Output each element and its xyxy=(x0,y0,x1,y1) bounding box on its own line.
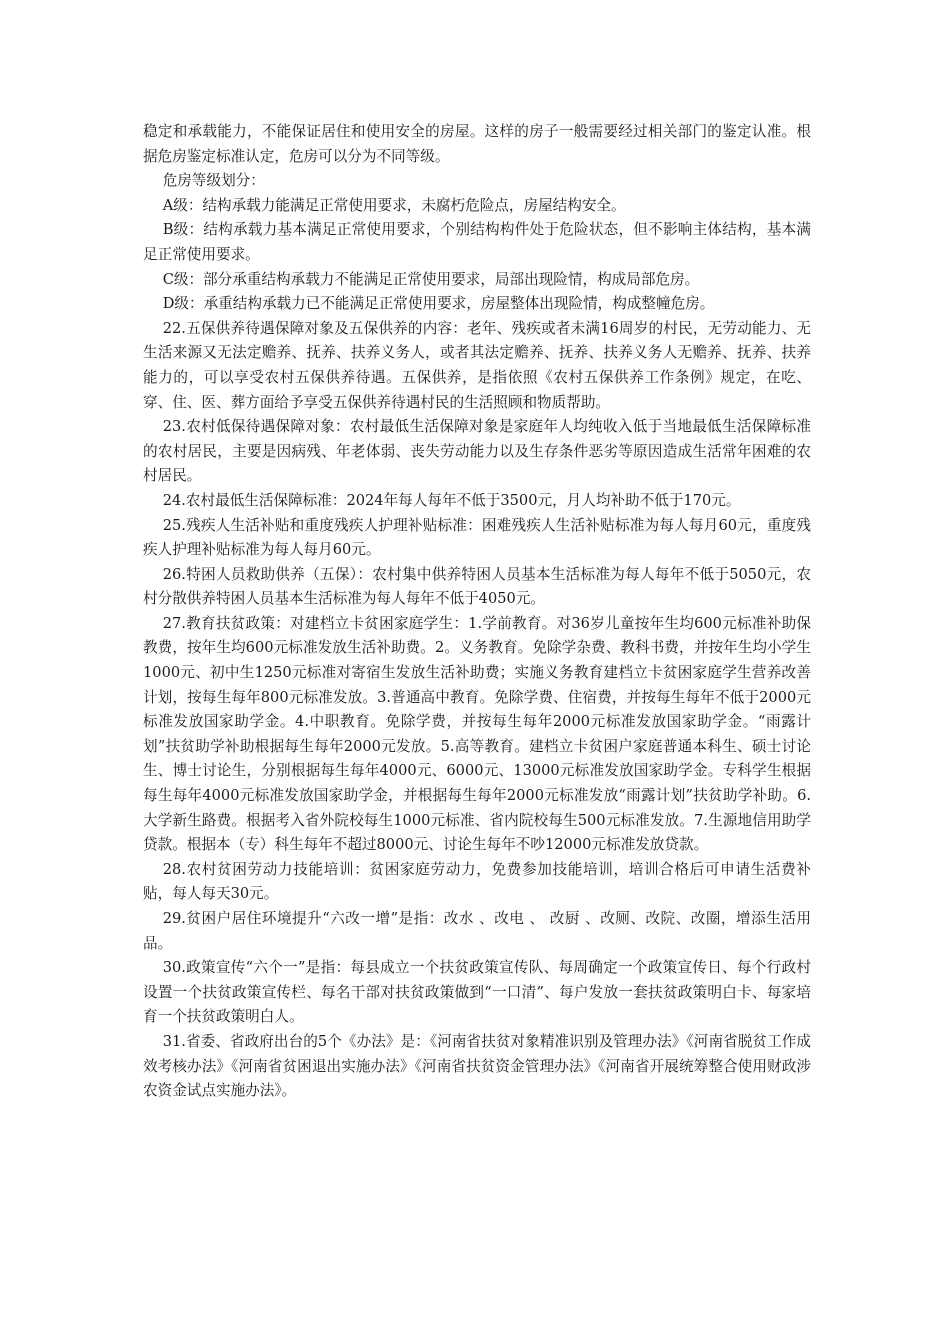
paragraph-item-29: 29.贫困户居住环境提升“六改一增”是指：改水 、改电 、 改厨 、改厕、改院、改圈，增添生活用品。 xyxy=(143,910,811,952)
paragraph-item-25: 25.残疾人生活补贴和重度残疾人护理补贴标准：困难残疾人生活补贴标准为每人每月60元，重度残疾人护理补贴标准为每人每月60元。 xyxy=(143,516,811,559)
paragraph-item-31: 31.省委、省政府出台的5个《办法》是：《河南省扶贫对象精准识别及管理办法》《河南省脱贫工作成效考核办法》《河南省贫困退出实施办法》《河南省扶贫资金管理办法》《河南省开展统筹整合使用财政涉农资金试点实施办法》。 xyxy=(143,1032,811,1100)
paragraph-continuation: 稳定和承载能力，不能保证居住和使用安全的房屋。这样的房子一般需要经过相关部门的鉴定认准。根据危房鉴定标准认定，危房可以分为不同等级。 xyxy=(143,123,811,165)
paragraph-grade-a: A级：结构承载力能满足正常使用要求，未腐朽危险点，房屋结构安全。 xyxy=(162,196,626,214)
document-page xyxy=(143,120,811,1104)
paragraph-grade-d: D级：承重结构承载力已不能满足正常使用要求，房屋整体出现险情，构成整幢危房。 xyxy=(162,295,715,313)
paragraph-item-24: 24.农村最低生活保障标准：2024年每人每年不低于3500元，月人均补助不低于170元。 xyxy=(162,491,741,509)
paragraph-grade-b: B级：结构承载力基本满足正常使用要求，个别结构构件处于危险状态，但不影响主体结构，基本满足正常使用要求。 xyxy=(143,221,811,263)
paragraph-item-26: 26.特困人员救助供养（五保）：农村集中供养特困人员基本生活标准为每人每年不低于5050元，农村分散供养特困人员基本生活标准为每人每年不低于4050元。 xyxy=(143,565,811,608)
paragraph-danger-grade-heading: 危房等级划分： xyxy=(162,172,265,190)
paragraph-item-28: 28.农村贫困劳动力技能培训：贫困家庭劳动力，免费参加技能培训，培训合格后可申请生活费补贴，每人每天30元。 xyxy=(143,860,811,903)
paragraph-item-22: 22.五保供养待遇保障对象及五保供养的内容：老年、残疾或者未满16周岁的村民，无劳动能力、无生活来源又无法定赡养、抚养、扶养义务人，或者其法定赡养、抚养、扶养义务人无赡养、抚养、扶养能力的，可以享受农村五保供养待遇。五保供养，是指依照《农村五保供养工作条例》规定，在吃、穿、住、医、葬方面给予享受五保供养待遇村民的生活照顾和物质帮助。 xyxy=(143,319,811,411)
paragraph-item-27: 27.教育扶贫政策：对建档立卡贫困家庭学生：1.学前教育。对36岁儿童按年生均600元标准补助保教费，按年生均600元标准发放生活补助费。2。义务教育。免除学杂费、教科书费，并按年生均小学生1000元、初中生1250元标准对寄宿生发放生活补助费；实施义务教育建档立卡贫困家庭学生营养改善计划，按每生每年800元标准发放。3.普通高中教育。免除学费、住宿费，并按每生每年不低于2000元标准发放国家助学金。4.中职教育。免除学费，并按每生每年2000元标准发放国家助学金。“雨露计划”扶贫助学补助根据每生每年2000元发放。5.高等教育。建档立卡贫困户家庭普通本科生、硕士讨论生、博士讨论生，分别根据每生每年4000元、6000元、13000元标准发放国家助学金。专科学生根据每生每年4000元标准发放国家助学金，并根据每生每年2000元标准发放“雨露计划”扶贫助学补助。6.大学新生路费。根据考入省外院校每生1000元标准、省内院校每生500元标准发放。7.生源地信用助学贷款。根据本（专）科生每年不超过8000元、讨论生每年不吵12000元标准发放贷款。 xyxy=(143,614,811,854)
paragraph-item-23: 23.农村低保待遇保障对象：农村最低生活保障对象是家庭年人均纯收入低于当地最低生活保障标准的农村居民，主要是因病残、年老体弱、丧失劳动能力以及生存条件恶劣等原因造成生活常年困难的农村居民。 xyxy=(143,418,811,485)
paragraph-grade-c: C级：部分承重结构承载力不能满足正常使用要求，局部出现险情，构成局部危房。 xyxy=(162,270,700,288)
paragraph-item-30: 30.政策宣传“六个一”是指：每县成立一个扶贫政策宣传队、每周确定一个政策宣传日、每个行政村设置一个扶贫政策宣传栏、每名干部对扶贫政策做到“一口清”、每户发放一套扶贫政策明白卡、每家培育一个扶贫政策明白人。 xyxy=(143,959,811,1026)
